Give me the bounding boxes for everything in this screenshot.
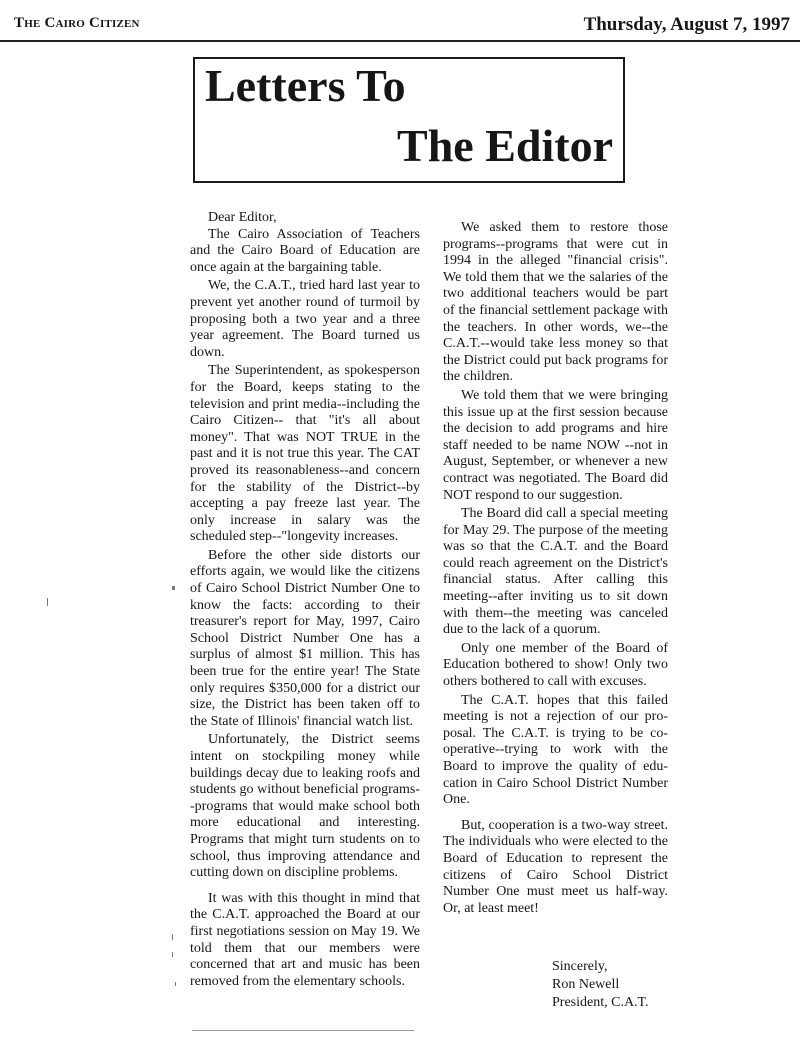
letter-salutation: Dear Editor, (208, 210, 277, 225)
signature-name: Ron Newell (552, 977, 620, 992)
column-end-rule (192, 1030, 414, 1031)
masthead-divider (0, 40, 800, 42)
letter-signature (552, 958, 649, 1012)
headline-box (193, 57, 625, 183)
scan-speck (175, 982, 176, 986)
letter-paragraph: We asked them to restore those programs--programs that were cut in 1994 in the alleged "financial crisis". We told them that we the salaries of the two additional teachers would be part of the financial settlement package with the teachers. In other words, we--the C.A.T.--would take less money so that the District could put back programs for the children. (443, 220, 668, 385)
letter-paragraph: We told them that we were bringing this issue up at the first session because the decision to add programs and hire staff needed to be name NOW --not in August, September, or whenever a new contract was negotiated. The Board did NOT respond to our suggestion. (443, 387, 668, 503)
letter-paragraph: Only one member of the Board of Education bothered to show! Only two others bothered to call with excuses. (443, 640, 668, 690)
scan-speck (47, 598, 48, 606)
signature-title: President, C.A.T. (552, 995, 649, 1010)
scan-speck (172, 952, 173, 957)
publication-date: Thursday, August 7, 1997 (583, 14, 790, 35)
letter-paragraph: But, cooperation is a two-way street. The individuals who were elected to the Board of Education to represent the citizens of Cairo School District Number One must meet us half-way. Or, at least meet! (443, 817, 668, 916)
scan-speck (172, 934, 173, 940)
letter-paragraph: The Cairo Association of Teachers and the Cairo Board of Education are once again at the bargaining table. (190, 226, 420, 275)
letter-paragraph: It was with this thought in mind that the C.A.T. approached the Board at our first negotiations session on May 19. We told them that our members were concerned that art and music has been removed from the elementary schools. (190, 890, 420, 989)
newspaper-name: The Cairo Citizen (14, 15, 140, 31)
letter-paragraph: We, the C.A.T., tried hard last year to prevent yet another round of turmoil by proposing both a two year and a three year agreement. The Board turned us down. (190, 278, 420, 360)
letter-paragraph: The Board did call a special meeting for May 29. The purpose of the meeting was so that the C.A.T. and the Board could reach agreement on the District's financial status. After calling this meeting--after inviting us to sit down with them--the meeting was canceled due to the lack of a quorum. (443, 506, 668, 638)
letter-paragraph: Unfortunately, the District seems intent on stockpiling money while buildings decay due to leaking roofs and students go without beneficial programs--programs that would make school both more educational and interesting. Programs that might turn students on to school, thus improving attendance and cutting down on discipline problems. (190, 732, 420, 881)
signature-closing: Sincerely, (552, 959, 608, 974)
letter-left-column (190, 210, 420, 992)
letter-paragraph: The C.A.T. hopes that this failed meeting is not a rejection of our proposal. The C.A.T. is trying to be cooperative--trying to work with the Board to improve the quality of education in Cairo School District Number One. (443, 692, 668, 808)
letter-paragraph: Before the other side distorts our efforts again, we would like the citizens of Cairo School District Number One to know the facts: according to their treasurer's report for May, 1997, Cairo School District Number One has a surplus of almost $1 million. This has been true for the entire year! The State only requires $350,000 for a district our size, the District has been taken off to the State of Illinois' financial watch list. (190, 547, 420, 729)
scan-speck (172, 586, 175, 590)
letter-right-column (443, 220, 668, 919)
headline-line-2: The Editor (397, 120, 613, 171)
headline-line-1: Letters To (205, 60, 406, 111)
letter-paragraph: The Superintendent, as spokesperson for the Board, keeps stating to the television and print media--including the Cairo Citizen-- that "it's all about money". That was NOT TRUE in the past and it is not true this year. The CAT proved its reasonableness--and concern for the stability of the District--by accepting a pay freeze last year. The only increase in salary was the scheduled step--"longevity increases. (190, 363, 420, 545)
